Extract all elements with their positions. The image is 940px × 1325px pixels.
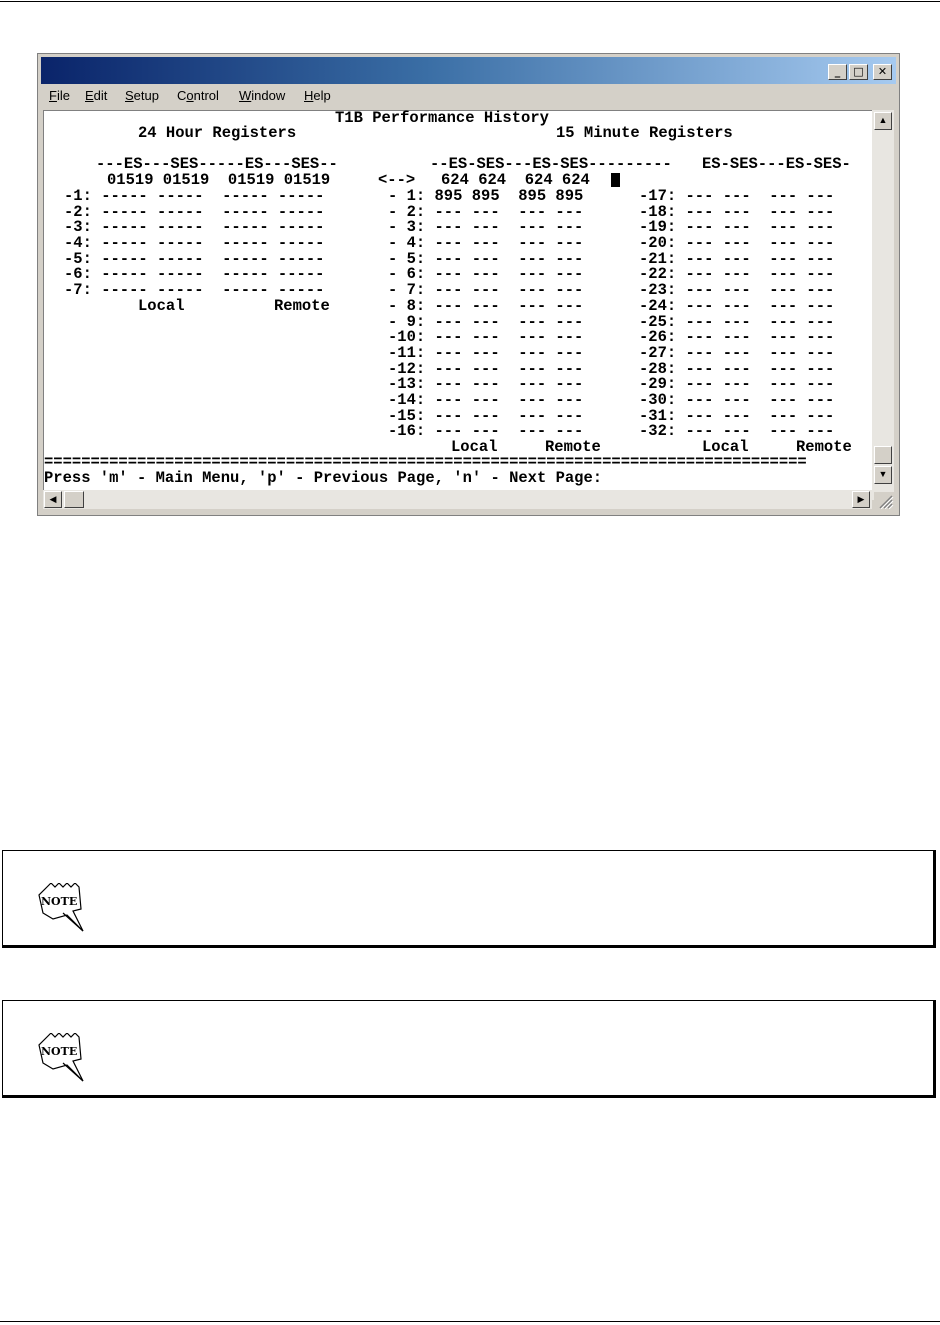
row-15m-31: -31: --- --- --- --- — [639, 407, 835, 425]
resize-grip-icon[interactable] — [874, 492, 894, 509]
row-15m-19: -19: --- --- --- --- — [639, 218, 835, 236]
row-15m-29: -29: --- --- --- --- — [639, 375, 835, 393]
terminal-screen[interactable] — [43, 110, 872, 501]
row-15m-28: -28: --- --- --- --- — [639, 360, 835, 378]
row-15m-2: - 2: --- --- --- --- — [388, 203, 584, 221]
row-24h-2: -2: ----- ----- ----- ----- — [64, 203, 325, 221]
menu-setup[interactable]: Setup — [125, 88, 159, 103]
note-icon — [33, 1033, 89, 1083]
current-interval-values: 624 624 624 624 — [441, 171, 590, 189]
row-15m-17: -17: --- --- --- --- — [639, 187, 835, 205]
row-15m-21: -21: --- --- --- --- — [639, 250, 835, 268]
menu-help[interactable]: Help — [304, 88, 331, 103]
page-top-rule — [0, 1, 940, 2]
menu-edit[interactable]: Edit — [85, 88, 108, 103]
row-15m-12: -12: --- --- --- --- — [388, 360, 584, 378]
scroll-down-button[interactable]: ▼ — [874, 466, 892, 484]
command-prompt: Press 'm' - Main Menu, 'p' - Previous Page, 'n' - Next Page: — [44, 469, 603, 487]
row-24h-5: -5: ----- ----- ----- ----- — [64, 250, 325, 268]
row-24h-4: -4: ----- ----- ----- ----- — [64, 234, 325, 252]
label-15m-remote: Remote — [545, 438, 601, 456]
row-15m-23: -23: --- --- --- --- — [639, 281, 835, 299]
horizontal-scrollbar[interactable] — [43, 490, 872, 509]
row-15m-30: -30: --- --- --- --- — [639, 391, 835, 409]
row-15m-18: -18: --- --- --- --- — [639, 203, 835, 221]
row-24h-6: -6: ----- ----- ----- ----- — [64, 265, 325, 283]
menu-window[interactable]: Window — [239, 88, 286, 103]
row-15m-27: -27: --- --- --- --- — [639, 344, 835, 362]
screen-title: T1B Performance History — [335, 109, 549, 127]
maximize-button[interactable]: □ — [849, 64, 868, 80]
terminal-cursor — [611, 173, 620, 187]
row-15m-13: -13: --- --- --- --- — [388, 375, 584, 393]
row-24h-3: -3: ----- ----- ----- ----- — [64, 218, 325, 236]
menu-bar — [41, 86, 896, 106]
scroll-arrow: <--> — [378, 171, 416, 189]
label-15m-local: Local — [451, 438, 498, 456]
row-15m-8: - 8: --- --- --- --- — [388, 297, 584, 315]
header-15-minute-current: --ES-SES---ES-SES--------- — [430, 155, 672, 173]
svg-text:NOTE: NOTE — [41, 1045, 78, 1058]
label-24h-local: Local — [138, 297, 185, 315]
section-title-24-hour: 24 Hour Registers — [138, 124, 297, 142]
row-15m-10: -10: --- --- --- --- — [388, 328, 584, 346]
title-bar — [41, 57, 896, 84]
row-15m-9: - 9: --- --- --- --- — [388, 313, 584, 331]
note-box-1 — [2, 850, 936, 948]
row-15m-16: -16: --- --- --- --- — [388, 422, 584, 440]
note-box-2 — [2, 1000, 936, 1098]
label-15m-history-local: Local — [702, 438, 749, 456]
row-15m-1: - 1: 895 895 895 895 — [388, 187, 584, 205]
row-15m-14: -14: --- --- --- --- — [388, 391, 584, 409]
row-15m-3: - 3: --- --- --- --- — [388, 218, 584, 236]
label-15m-history-remote: Remote — [796, 438, 852, 456]
scroll-left-button[interactable]: ◀ — [44, 491, 62, 508]
row-15m-5: - 5: --- --- --- --- — [388, 250, 584, 268]
row-15m-32: -32: --- --- --- --- — [639, 422, 835, 440]
separator-line: ================================================================================== — [44, 455, 807, 471]
row-24h-1: -1: ----- ----- ----- ----- — [64, 187, 325, 205]
row-15m-6: - 6: --- --- --- --- — [388, 265, 584, 283]
scroll-right-button[interactable]: ▶ — [852, 491, 870, 508]
row-15m-26: -26: --- --- --- --- — [639, 328, 835, 346]
row-15m-25: -25: --- --- --- --- — [639, 313, 835, 331]
terminal-window — [37, 53, 900, 516]
row-15m-15: -15: --- --- --- --- — [388, 407, 584, 425]
row-24h-7: -7: ----- ----- ----- ----- — [64, 281, 325, 299]
menu-file[interactable]: File — [49, 88, 70, 103]
row-15m-7: - 7: --- --- --- --- — [388, 281, 584, 299]
menu-control[interactable]: Control — [177, 88, 219, 103]
row-15m-4: - 4: --- --- --- --- — [388, 234, 584, 252]
page-bottom-rule — [0, 1321, 940, 1322]
header-15-minute-history: ES-SES---ES-SES- — [702, 155, 851, 173]
label-24h-remote: Remote — [274, 297, 330, 315]
vertical-scrollbar[interactable] — [872, 110, 894, 500]
section-title-15-minute: 15 Minute Registers — [556, 124, 733, 142]
totals-24-hour: 01519 01519 01519 01519 — [107, 171, 331, 189]
row-15m-11: -11: --- --- --- --- — [388, 344, 584, 362]
close-button[interactable]: ✕ — [873, 64, 892, 80]
vertical-scroll-thumb[interactable] — [874, 446, 892, 464]
header-24-hour: ---ES---SES-----ES---SES-- — [96, 155, 338, 173]
row-15m-22: -22: --- --- --- --- — [639, 265, 835, 283]
scroll-up-button[interactable]: ▲ — [874, 112, 892, 130]
row-15m-24: -24: --- --- --- --- — [639, 297, 835, 315]
horizontal-scroll-thumb[interactable] — [64, 491, 84, 508]
row-15m-20: -20: --- --- --- --- — [639, 234, 835, 252]
note-icon — [33, 883, 89, 933]
svg-text:NOTE: NOTE — [41, 895, 78, 908]
minimize-button[interactable]: _ — [828, 64, 847, 80]
